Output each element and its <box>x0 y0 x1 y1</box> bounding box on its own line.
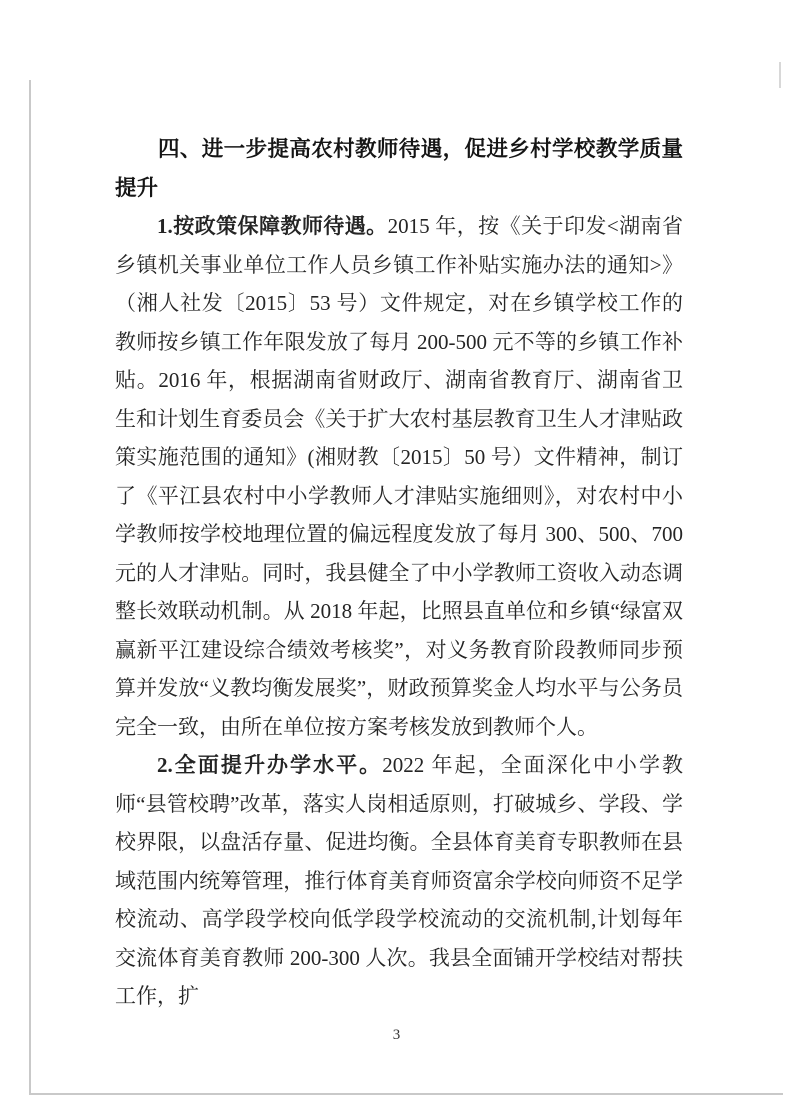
scan-edge-left <box>29 80 31 1094</box>
paragraph-text: 2022 年起，全面深化中小学教师“县管校聘”改革，落实人岗相适原则，打破城乡、学段、学校界限，以盘活存量、促进均衡。全县体育美育专职教师在县域范围内统筹管理，推行体育美育师资富余学校向师资不足学校流动、高学段学校向低学段学校流动的交流机制,计划每年交流体育美育教师 200-300 人次。我县全面铺开学校结对帮扶工作，扩 <box>115 753 684 1008</box>
paragraph <box>115 746 683 1016</box>
paragraph-lead: 2.全面提升办学水平。 <box>157 753 383 777</box>
page-number: 3 <box>392 1027 401 1043</box>
scan-edge-bottom <box>29 1093 783 1095</box>
scan-edge-topright <box>779 62 781 88</box>
paragraph <box>115 207 683 746</box>
document-content <box>115 130 683 1016</box>
paragraph-text: 2015 年，按《关于印发<湖南省乡镇机关事业单位工作人员乡镇工作补贴实施办法的通知>》（湘人社发〔2015〕53 号）文件规定，对在乡镇学校工作的教师按乡镇工作年限发放了每月 200-500 元不等的乡镇工作补贴。2016 年，根据湖南省财政厅、湖南省教育厅、湖南省卫生和计划生育委员会《关于扩大农村基层教育卫生人才津贴政策实施范围的通知》(湘财教〔2015〕50 号）文件精神，制订了《平江县农村中小学教师人才津贴实施细则》，对农村中小学教师按学校地理位置的偏远程度发放了每月 300、500、700 元的人才津贴。同时，我县健全了中小学教师工资收入动态调整长效联动机制。从 2018 年起，比照县直单位和乡镇“绿富双赢新平江建设综合绩效考核奖”，对义务教育阶段教师同步预算并发放“义教均衡发展奖”，财政预算奖金人均水平与公务员完全一致，由所在单位按方案考核发放到教师个人。 <box>115 214 684 739</box>
paragraph-lead: 1.按政策保障教师待遇。 <box>157 214 388 238</box>
section-heading: 四、进一步提高农村教师待遇，促进乡村学校教学质量提升 <box>115 137 683 200</box>
